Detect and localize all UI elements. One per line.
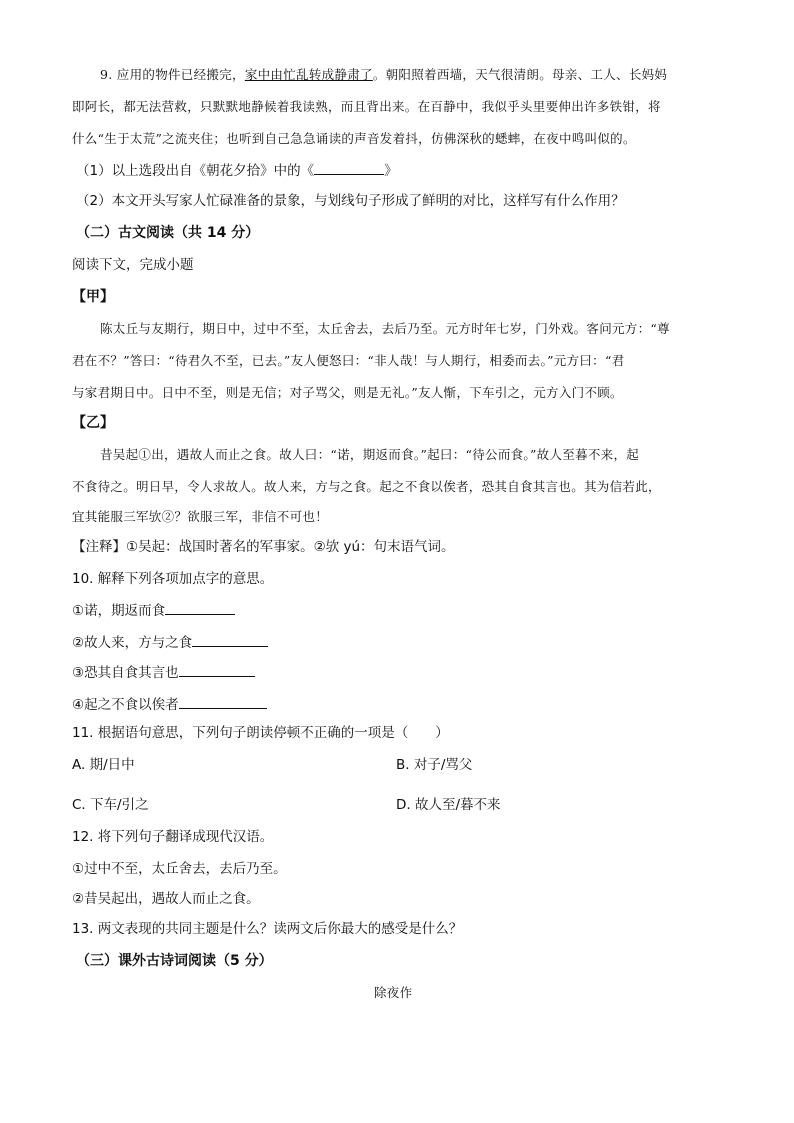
section3-heading: （三）课外古诗词阅读（5 分） <box>76 953 273 969</box>
answer-blank[interactable] <box>314 160 384 175</box>
q12-stem: 12. 将下列句子翻译成现代汉语。 <box>72 829 274 845</box>
yi-line1: 昔吴起①出，遇故人而止之食。故人曰：“诺，期返而食。”起曰：“待公而食。”故人至暮不来，起 <box>100 447 640 462</box>
answer-blank[interactable] <box>179 694 267 709</box>
section2-instruction: 阅读下文，完成小题 <box>72 257 194 273</box>
answer-blank[interactable] <box>165 600 235 615</box>
q10-item-text: ③恐其自食其言也 <box>72 665 179 681</box>
q10-item <box>72 632 268 652</box>
q9-sub2: （2）本文开头写家人忙碌准备的景象，与划线句子形成了鲜明的对比，这样写有什么作用？ <box>76 193 625 209</box>
q11-option-a[interactable]: A. 期/日中 <box>72 757 135 773</box>
jia-line3: 与家君期日中。日中不至，则是无信；对子骂父，则是无礼。”友人惭，下车引之，元方入门不顾。 <box>72 385 623 400</box>
yi-line3: 宜其能服三军欤②？欲服三军，非信不可也！ <box>72 509 329 524</box>
jia-line2: 君在不？”答曰：“待君久不至，已去。”友人便怒曰：“非人哉！与人期行，相委而去。”元方曰：“君 <box>72 353 625 368</box>
q11-option-c[interactable]: C. 下车/引之 <box>72 797 149 813</box>
answer-blank[interactable] <box>179 662 255 677</box>
q9-sub1 <box>76 160 398 180</box>
underlined-sentence: 家中由忙乱转成静肃了 <box>244 67 373 82</box>
q9-sub1-text: （1）以上选段出自《朝花夕拾》中的《 <box>76 163 315 179</box>
q9-text: 9. 应用的物件已经搬完， <box>100 67 245 82</box>
jia-line1: 陈太丘与友期行，期日中，过中不至，太丘舍去，去后乃至。元方时年七岁，门外戏。客问元方：“尊 <box>100 321 670 336</box>
q12-sentence2: ②昔吴起出，遇故人而止之食。 <box>72 891 260 907</box>
q9-passage-line2: 即阿长，都无法营救，只默默地静候着我读熟，而且背出来。在百静中，我似乎头里要伸出许多铁钳，将 <box>72 99 661 114</box>
answer-blank[interactable] <box>192 632 268 647</box>
annotation-note: 【注释】①吴起：战国时著名的军事家。②欤 yú：句末语气词。 <box>72 539 455 555</box>
q12-sentence1: ①过中不至，太丘舍去，去后乃至。 <box>72 861 287 877</box>
yi-label: 【乙】 <box>72 415 114 431</box>
q11-option-d[interactable]: D. 故人至/暮不来 <box>396 797 501 813</box>
yi-line2: 不食待之。明日早，令人求故人。故人来，方与之食。起之不食以俟者，恐其自食其言也。其为信若此， <box>72 479 661 494</box>
q10-item <box>72 662 255 682</box>
section2-heading: （二）古文阅读（共 14 分） <box>76 225 260 241</box>
q9-sub1-close: 》 <box>384 163 398 179</box>
q10-item <box>72 694 267 714</box>
q9-text: 。朝阳照着西墙，天气很清朗。母亲、工人、长妈妈 <box>372 67 668 82</box>
q11-option-b[interactable]: B. 对子/骂父 <box>396 757 473 773</box>
q9-passage-line1 <box>100 66 667 84</box>
poem-title: 除夜作 <box>374 985 413 1000</box>
q9-passage-line3: 什么“生于太荒”之流夹住；也听到自己急急诵读的声音发着抖，仿佛深秋的蟋蟀，在夜中鸣叫似的。 <box>72 131 636 146</box>
q11-stem: 11. 根据语句意思，下列句子朗读停顿不正确的一项是（ ） <box>72 725 449 741</box>
q10-stem: 10. 解释下列各项加点字的意思。 <box>72 571 274 587</box>
q10-item-text: ②故人来，方与之食 <box>72 635 193 651</box>
q10-item-text: ④起之不食以俟者 <box>72 697 179 713</box>
q10-item <box>72 600 235 620</box>
q13-stem: 13. 两文表现的共同主题是什么？读两文后你最大的感受是什么？ <box>72 921 463 937</box>
jia-label: 【甲】 <box>72 289 114 305</box>
q10-item-text: ①诺，期返而食 <box>72 603 166 619</box>
